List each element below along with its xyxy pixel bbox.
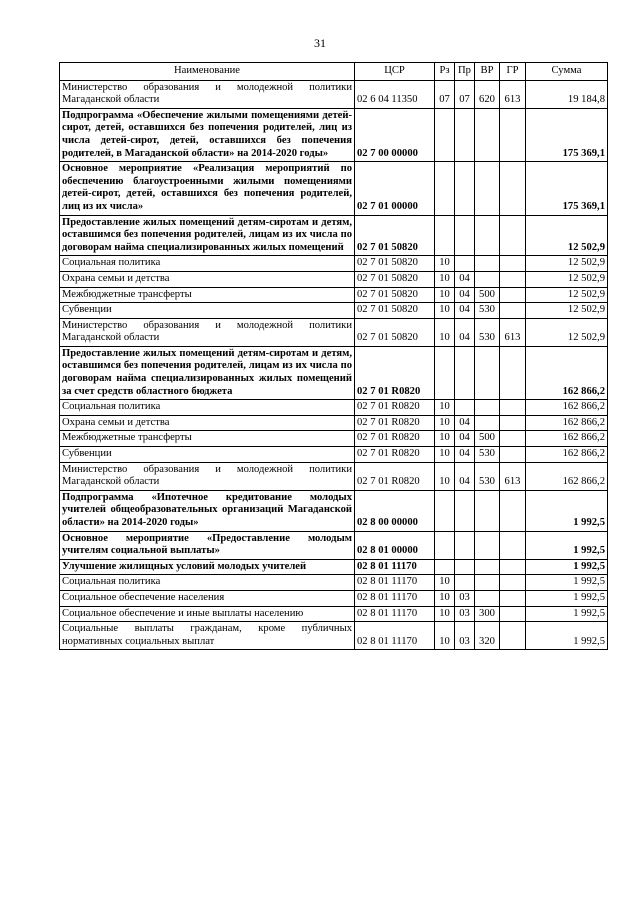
row-csr: 02 7 01 R0820: [355, 346, 435, 399]
row-name: Предоставление жилых помещений детям-сиротам и детям, оставшимся без попечения родителей, лицам из их числа по договорам найма специализированных жилых помещений: [60, 215, 355, 256]
row-sum: 12 502,9: [526, 256, 608, 272]
row-gr: 613: [500, 318, 526, 346]
row-rz: 10: [435, 318, 455, 346]
row-pr: [455, 531, 475, 559]
row-gr: [500, 531, 526, 559]
row-gr: [500, 490, 526, 531]
row-vr: 300: [475, 606, 500, 622]
row-csr: 02 7 01 50820: [355, 215, 435, 256]
row-rz: 10: [435, 303, 455, 319]
row-csr: 02 7 01 50820: [355, 287, 435, 303]
row-pr: 04: [455, 303, 475, 319]
row-vr: 620: [475, 80, 500, 108]
row-gr: [500, 108, 526, 161]
row-vr: 500: [475, 287, 500, 303]
row-sum: 1 992,5: [526, 490, 608, 531]
row-pr: 04: [455, 415, 475, 431]
row-gr: [500, 346, 526, 399]
row-name: Министерство образования и молодежной политики Магаданской области: [60, 80, 355, 108]
row-vr: 530: [475, 303, 500, 319]
row-rz: 10: [435, 415, 455, 431]
row-csr: 02 7 01 00000: [355, 162, 435, 215]
row-vr: [475, 531, 500, 559]
row-gr: [500, 271, 526, 287]
row-vr: [475, 162, 500, 215]
row-rz: 10: [435, 590, 455, 606]
table-row: [60, 431, 608, 447]
row-pr: [455, 559, 475, 575]
row-pr: [455, 108, 475, 161]
row-csr: 02 7 01 R0820: [355, 447, 435, 463]
row-rz: [435, 162, 455, 215]
row-name: Охрана семьи и детства: [60, 271, 355, 287]
row-name: Субвенции: [60, 303, 355, 319]
row-csr: 02 7 01 50820: [355, 271, 435, 287]
row-rz: 10: [435, 271, 455, 287]
row-vr: [475, 590, 500, 606]
row-sum: 175 369,1: [526, 108, 608, 161]
table-row: [60, 271, 608, 287]
row-name: Подпрограмма «Обеспечение жилыми помещениями детей-сирот, детей, оставшихся без попечения родителей, лиц из числа детей-сирот, детей, оставшихся без попечения родителей, в Магаданской области» на 2014-2020 годы»: [60, 108, 355, 161]
row-sum: 162 866,2: [526, 431, 608, 447]
row-gr: [500, 256, 526, 272]
row-pr: 04: [455, 318, 475, 346]
row-gr: [500, 575, 526, 591]
row-csr: 02 7 01 R0820: [355, 431, 435, 447]
row-sum: 1 992,5: [526, 575, 608, 591]
row-name: Социальная политика: [60, 256, 355, 272]
row-sum: 162 866,2: [526, 447, 608, 463]
row-vr: 530: [475, 462, 500, 490]
row-sum: 19 184,8: [526, 80, 608, 108]
row-pr: 03: [455, 622, 475, 650]
header-rz: Рз: [435, 63, 455, 81]
row-csr: 02 7 01 50820: [355, 256, 435, 272]
row-gr: [500, 287, 526, 303]
row-name: Улучшение жилищных условий молодых учителей: [60, 559, 355, 575]
row-vr: 320: [475, 622, 500, 650]
header-pr: Пр: [455, 63, 475, 81]
row-rz: 07: [435, 80, 455, 108]
row-vr: 530: [475, 447, 500, 463]
row-name: Основное мероприятие «Предоставление молодым учителям социальной выплаты»: [60, 531, 355, 559]
row-pr: 03: [455, 606, 475, 622]
row-csr: 02 7 01 50820: [355, 303, 435, 319]
row-rz: 10: [435, 287, 455, 303]
row-vr: [475, 400, 500, 416]
row-gr: [500, 431, 526, 447]
row-sum: 162 866,2: [526, 346, 608, 399]
row-sum: 1 992,5: [526, 606, 608, 622]
table-row: [60, 462, 608, 490]
table-row: [60, 287, 608, 303]
table-row: [60, 346, 608, 399]
table-row: [60, 256, 608, 272]
row-name: Субвенции: [60, 447, 355, 463]
row-pr: [455, 346, 475, 399]
row-rz: [435, 108, 455, 161]
row-sum: 12 502,9: [526, 287, 608, 303]
row-gr: [500, 162, 526, 215]
row-sum: 1 992,5: [526, 622, 608, 650]
row-name: Подпрограмма «Ипотечное кредитование молодых учителей общеобразовательных организаций Магаданской области» на 2014-2020 годы»: [60, 490, 355, 531]
row-rz: [435, 531, 455, 559]
row-csr: 02 8 01 11170: [355, 575, 435, 591]
table-row: [60, 559, 608, 575]
row-gr: [500, 303, 526, 319]
row-pr: 04: [455, 447, 475, 463]
row-vr: [475, 559, 500, 575]
table-row: [60, 590, 608, 606]
row-csr: 02 8 01 00000: [355, 531, 435, 559]
row-pr: 04: [455, 271, 475, 287]
row-name: Основное мероприятие «Реализация мероприятий по обеспечению благоустроенными жилыми помещениями детей-сирот, детей, оставшихся без попечения родителей, лиц из их числа»: [60, 162, 355, 215]
row-rz: [435, 559, 455, 575]
table-row: [60, 447, 608, 463]
row-vr: [475, 490, 500, 531]
header-sum: Сумма: [526, 63, 608, 81]
table-row: [60, 80, 608, 108]
row-rz: 10: [435, 256, 455, 272]
row-gr: [500, 415, 526, 431]
header-gr: ГР: [500, 63, 526, 81]
row-gr: [500, 590, 526, 606]
row-gr: [500, 215, 526, 256]
row-name: Социальное обеспечение населения: [60, 590, 355, 606]
table-row: [60, 318, 608, 346]
row-name: Социальные выплаты гражданам, кроме публичных нормативных социальных выплат: [60, 622, 355, 650]
table-row: [60, 162, 608, 215]
row-sum: 12 502,9: [526, 303, 608, 319]
row-csr: 02 6 04 11350: [355, 80, 435, 108]
row-pr: [455, 256, 475, 272]
row-sum: 12 502,9: [526, 318, 608, 346]
row-sum: 1 992,5: [526, 559, 608, 575]
table-row: [60, 108, 608, 161]
row-vr: [475, 575, 500, 591]
row-vr: [475, 346, 500, 399]
row-rz: 10: [435, 606, 455, 622]
row-csr: 02 7 01 R0820: [355, 400, 435, 416]
budget-table: [59, 62, 608, 650]
row-gr: 613: [500, 462, 526, 490]
table-header-row: [60, 63, 608, 81]
table-row: [60, 415, 608, 431]
row-csr: 02 8 01 11170: [355, 590, 435, 606]
row-rz: [435, 215, 455, 256]
row-vr: [475, 256, 500, 272]
row-sum: 1 992,5: [526, 531, 608, 559]
row-name: Охрана семьи и детства: [60, 415, 355, 431]
row-sum: 175 369,1: [526, 162, 608, 215]
row-pr: 03: [455, 590, 475, 606]
table-row: [60, 531, 608, 559]
row-vr: [475, 271, 500, 287]
row-name: Социальное обеспечение и иные выплаты населению: [60, 606, 355, 622]
row-gr: [500, 559, 526, 575]
row-csr: 02 8 01 11170: [355, 559, 435, 575]
row-name: Межбюджетные трансферты: [60, 431, 355, 447]
row-vr: [475, 415, 500, 431]
header-vr: ВР: [475, 63, 500, 81]
table-row: [60, 575, 608, 591]
row-csr: 02 7 01 50820: [355, 318, 435, 346]
row-sum: 162 866,2: [526, 400, 608, 416]
table-row: [60, 303, 608, 319]
table-body: [60, 80, 608, 650]
row-rz: [435, 490, 455, 531]
row-vr: 530: [475, 318, 500, 346]
table-row: [60, 606, 608, 622]
row-csr: 02 7 01 R0820: [355, 462, 435, 490]
row-rz: [435, 346, 455, 399]
row-pr: 04: [455, 462, 475, 490]
row-sum: 12 502,9: [526, 271, 608, 287]
row-rz: 10: [435, 431, 455, 447]
table-row: [60, 622, 608, 650]
row-vr: [475, 215, 500, 256]
row-rz: 10: [435, 575, 455, 591]
row-rz: 10: [435, 462, 455, 490]
row-csr: 02 7 00 00000: [355, 108, 435, 161]
header-name: Наименование: [60, 63, 355, 81]
row-pr: 04: [455, 287, 475, 303]
row-csr: 02 8 01 11170: [355, 622, 435, 650]
table-row: [60, 215, 608, 256]
row-vr: 500: [475, 431, 500, 447]
row-gr: [500, 447, 526, 463]
row-gr: 613: [500, 80, 526, 108]
row-sum: 1 992,5: [526, 590, 608, 606]
row-name: Министерство образования и молодежной политики Магаданской области: [60, 318, 355, 346]
row-name: Социальная политика: [60, 575, 355, 591]
row-sum: 12 502,9: [526, 215, 608, 256]
row-gr: [500, 400, 526, 416]
row-csr: 02 8 00 00000: [355, 490, 435, 531]
row-pr: 07: [455, 80, 475, 108]
row-vr: [475, 108, 500, 161]
row-pr: [455, 162, 475, 215]
row-rz: 10: [435, 447, 455, 463]
row-sum: 162 866,2: [526, 462, 608, 490]
row-pr: [455, 215, 475, 256]
row-pr: [455, 490, 475, 531]
header-csr: ЦСР: [355, 63, 435, 81]
row-sum: 162 866,2: [526, 415, 608, 431]
row-pr: 04: [455, 431, 475, 447]
row-name: Министерство образования и молодежной политики Магаданской области: [60, 462, 355, 490]
table-row: [60, 400, 608, 416]
row-pr: [455, 400, 475, 416]
table-row: [60, 490, 608, 531]
row-rz: 10: [435, 400, 455, 416]
row-name: Межбюджетные трансферты: [60, 287, 355, 303]
row-gr: [500, 622, 526, 650]
row-name: Предоставление жилых помещений детям-сиротам и детям, оставшимся без попечения родителей, лицам из их числа по договорам найма специализированных жилых помещений за счет средств областного бюджета: [60, 346, 355, 399]
row-csr: 02 8 01 11170: [355, 606, 435, 622]
row-csr: 02 7 01 R0820: [355, 415, 435, 431]
page-number: 31: [314, 36, 326, 50]
row-pr: [455, 575, 475, 591]
row-name: Социальная политика: [60, 400, 355, 416]
row-gr: [500, 606, 526, 622]
row-rz: 10: [435, 622, 455, 650]
